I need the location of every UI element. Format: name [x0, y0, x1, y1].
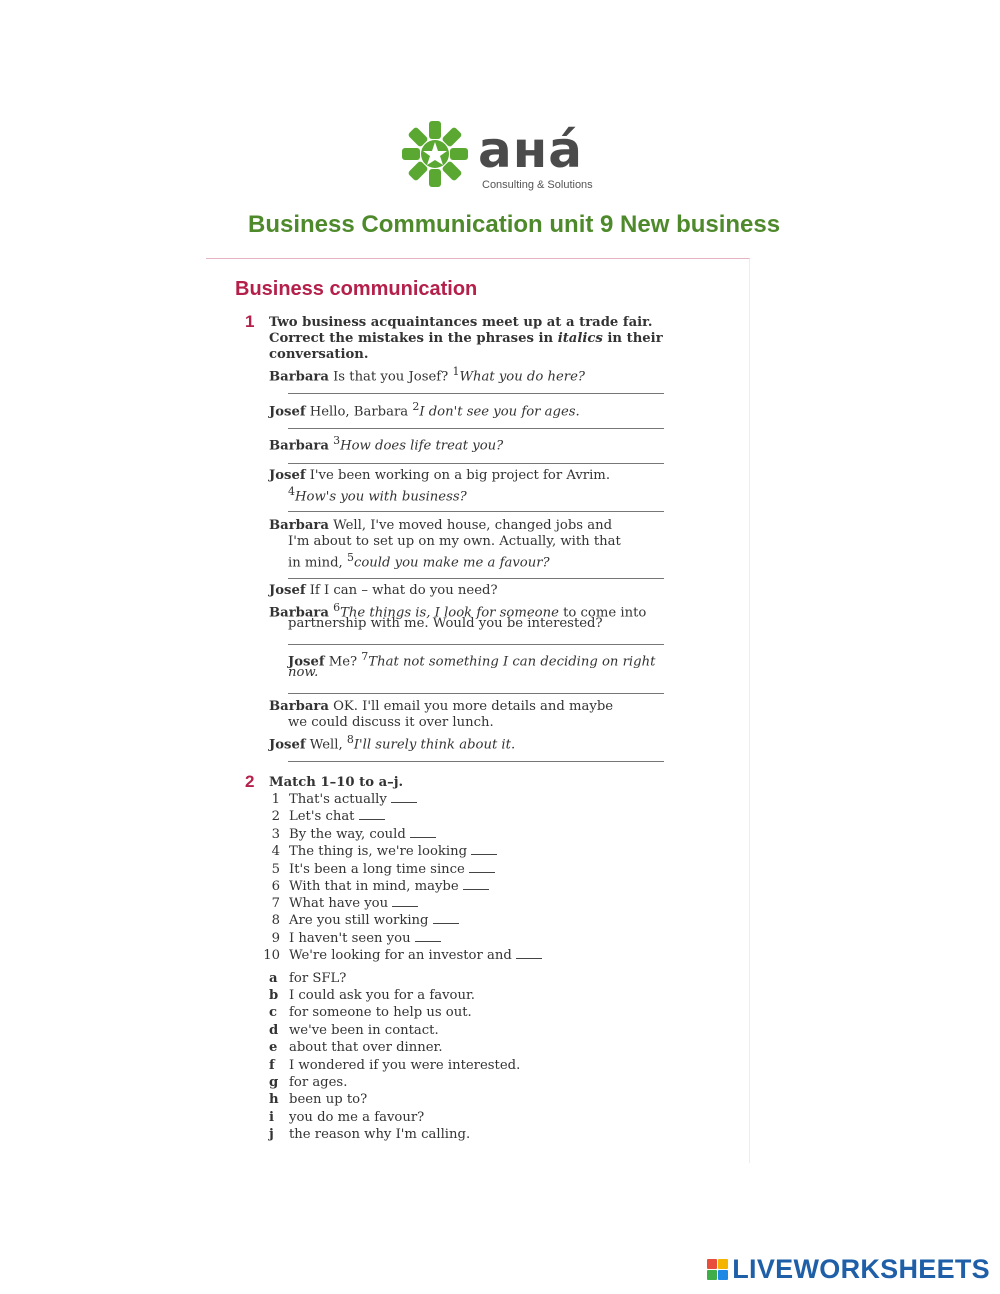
blank[interactable]: [471, 853, 497, 855]
answer-line-1[interactable]: [288, 393, 664, 394]
dialogue-line: Barbara Is that you Josef? $^1$What you do here?: [269, 365, 585, 385]
answer-line-5[interactable]: [288, 578, 664, 579]
answer-option: c for someone to help us out.: [269, 1005, 472, 1020]
exercise-1-instructions-line-3: conversation.: [269, 347, 369, 362]
match-item: 1 That's actually: [260, 792, 417, 808]
answer-option: g for ages.: [269, 1075, 348, 1090]
logo-wordmark: aнá: [478, 121, 584, 179]
exercise-1-instructions-line-2: Correct the mistakes in the phrases in italics in their: [269, 331, 663, 346]
liveworksheets-brand: [707, 1254, 990, 1285]
logo-tagline: Consulting & Solutions: [482, 179, 593, 191]
liveworksheets-logo-icon: [707, 1259, 728, 1280]
answer-line-7[interactable]: [288, 693, 664, 694]
answer-line-8[interactable]: [288, 761, 664, 762]
match-item: 4 The thing is, we're looking: [260, 844, 497, 860]
blank[interactable]: [516, 957, 542, 959]
match-item: 5 It's been a long time since: [260, 862, 495, 878]
aha-logo: [396, 115, 616, 195]
document-title: Business Communication unit 9 New business: [248, 211, 781, 238]
exercise-1-number: 1: [245, 312, 255, 331]
blank[interactable]: [392, 905, 418, 907]
blank[interactable]: [433, 922, 459, 924]
dialogue-line: Josef Well, $^8$I'll surely think about it.: [269, 733, 516, 753]
dialogue-line: Barbara $^6$The things is, I look for someone to come into: [269, 601, 647, 621]
exercise-2-instructions: Match 1–10 to a–j.: [269, 775, 404, 790]
match-item: 3 By the way, could: [260, 827, 436, 843]
answer-option: i you do me a favour?: [269, 1110, 425, 1125]
blank[interactable]: [469, 871, 495, 873]
blank[interactable]: [391, 801, 417, 803]
answer-option: h been up to?: [269, 1092, 368, 1107]
blank[interactable]: [463, 888, 489, 890]
exercise-1-instructions-line-1: Two business acquaintances meet up at a trade fair.: [269, 315, 653, 330]
dialogue-line: Barbara OK. I'll email you more details and maybe: [269, 699, 614, 714]
match-item: 8 Are you still working: [260, 913, 459, 929]
dialogue-line: Barbara $^3$How does life treat you?: [269, 434, 504, 454]
gear-flower-icon: [396, 115, 474, 193]
dialogue-line: Josef Me? $^7$That not something I can deciding on right: [288, 650, 656, 670]
answer-line-4[interactable]: [288, 511, 664, 512]
dialogue-line: Josef If I can – what do you need?: [269, 583, 498, 598]
blank[interactable]: [410, 836, 436, 838]
answer-option: d we've been in contact.: [269, 1023, 439, 1038]
dialogue-line: Josef I've been working on a big project for Avrim.: [269, 468, 611, 483]
dialogue-line: $^4$How's you with business?: [288, 485, 467, 505]
blank[interactable]: [415, 940, 441, 942]
dialogue-line: Josef Hello, Barbara $^2$I don't see you for ages.: [269, 400, 580, 420]
dialogue-line: we could discuss it over lunch.: [288, 715, 494, 730]
dialogue-line: Barbara Well, I've moved house, changed jobs and: [269, 518, 613, 533]
section-heading: Business communication: [235, 278, 478, 300]
answer-option: a for SFL?: [269, 971, 347, 986]
match-item: 6 With that in mind, maybe: [260, 879, 489, 895]
match-item: 9 I haven't seen you: [260, 931, 441, 947]
dialogue-line: in mind, $^5$could you make me a favour?: [288, 551, 550, 571]
dialogue-line: partnership with me. Would you be interested?: [288, 616, 603, 631]
liveworksheets-wordmark: LIVEWORKSHEETS: [732, 1254, 990, 1284]
answer-line-3[interactable]: [288, 463, 664, 464]
answer-option: f I wondered if you were interested.: [269, 1058, 521, 1073]
match-item: 7 What have you: [260, 896, 418, 912]
answer-option: b I could ask you for a favour.: [269, 988, 476, 1003]
exercise-2-number: 2: [245, 772, 255, 791]
match-item: 10 We're looking for an investor and: [260, 948, 542, 964]
answer-line-6[interactable]: [288, 644, 664, 645]
dialogue-line: now.: [288, 665, 319, 680]
match-item: 2 Let's chat: [260, 809, 385, 825]
answer-option: j the reason why I'm calling.: [269, 1127, 471, 1142]
blank[interactable]: [359, 818, 385, 820]
answer-option: e about that over dinner.: [269, 1040, 443, 1055]
dialogue-line: I'm about to set up on my own. Actually, with that: [288, 534, 621, 549]
answer-line-2[interactable]: [288, 428, 664, 429]
